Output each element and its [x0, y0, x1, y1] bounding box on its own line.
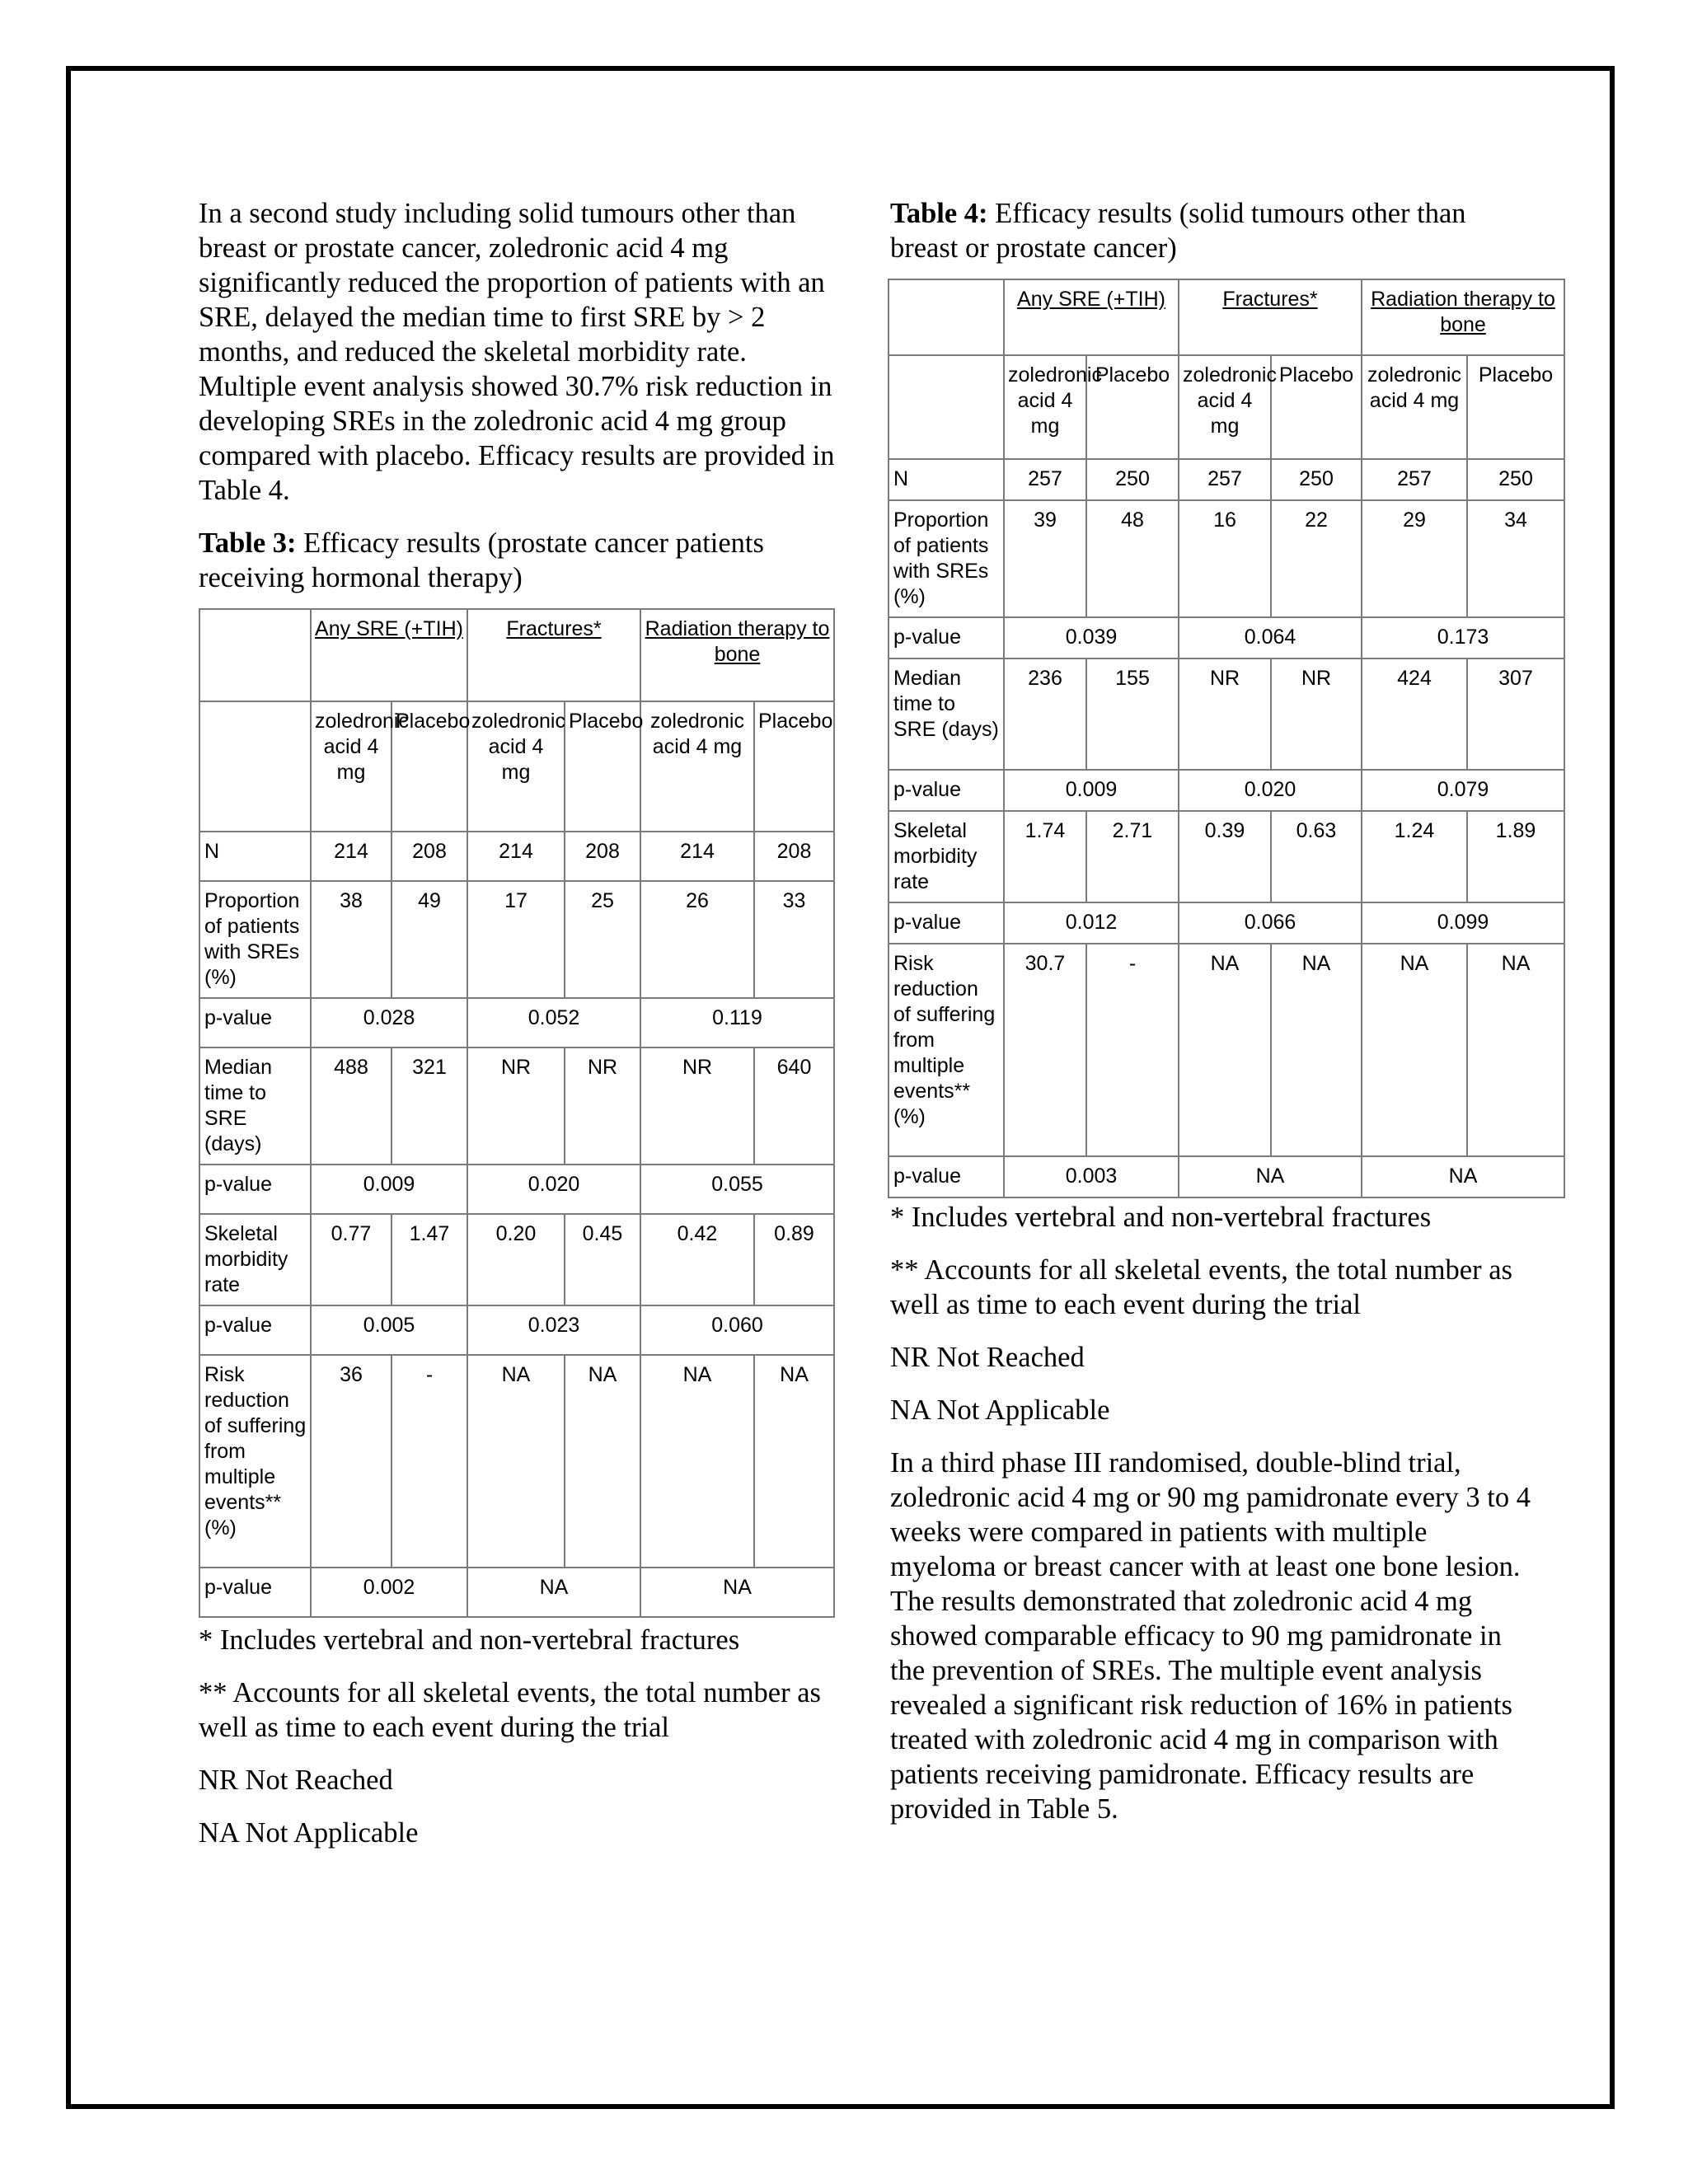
table-cell: - [1086, 944, 1179, 1156]
row-label: Skeletal morbidity rate [889, 811, 1004, 902]
table-cell: 208 [754, 832, 834, 881]
table-row [889, 811, 1564, 902]
group-header: Any SRE (+TIH) [1004, 279, 1179, 355]
table-cell: 0.028 [311, 998, 467, 1047]
sub-header: Placebo [1271, 355, 1362, 459]
row-label: p-value [199, 998, 311, 1047]
sub-header: zoledronic acid 4 mg [640, 701, 754, 832]
table-row [199, 1047, 834, 1165]
table-4-caption [890, 196, 1533, 265]
sub-header: Placebo [392, 701, 467, 832]
table-row [199, 609, 834, 701]
row-label: Median time to SRE (days) [199, 1047, 311, 1165]
table-cell: 488 [311, 1047, 392, 1165]
table-row [199, 1568, 834, 1617]
row-label: Proportion of patients with SREs (%) [199, 881, 311, 998]
table-cell: 0.060 [640, 1305, 834, 1355]
row-label: Median time to SRE (days) [889, 658, 1004, 770]
table-cell: NA [640, 1355, 754, 1568]
table-cell: 0.42 [640, 1214, 754, 1305]
table-row [199, 1214, 834, 1305]
row-label: p-value [889, 770, 1004, 811]
table-row [889, 944, 1564, 1156]
table-cell: 257 [1362, 459, 1467, 500]
table-cell: 640 [754, 1047, 834, 1165]
table-cell: 0.079 [1362, 770, 1564, 811]
row-label: p-value [889, 902, 1004, 944]
footnote-na: NA Not Applicable [890, 1394, 1110, 1426]
sub-header: Placebo [1086, 355, 1179, 459]
group-header: Fractures* [467, 609, 640, 701]
table-cell: NA [754, 1355, 834, 1568]
table-row [889, 500, 1564, 617]
table-cell: 38 [311, 881, 392, 998]
right-column [890, 196, 1555, 1844]
intro-paragraph: In a second study including solid tumours other than breast or prostate cancer, zoledronic acid 4 mg significantly reduced the proportion of patients with an SRE, delayed the median time to first SRE by > 2 months, and reduced the skeletal morbidity rate. Multiple event analysis showed 30.7% risk reduction in developing SREs in the zoledronic acid 4 mg group compared with placebo. Efficacy results are provided in Table 4. [199, 198, 835, 506]
table-cell: NR [640, 1047, 754, 1165]
table-cell: 0.173 [1362, 617, 1564, 658]
group-header: Fractures* [1179, 279, 1362, 355]
row-label: N [199, 832, 311, 881]
footnote-nr: NR Not Reached [890, 1342, 1085, 1373]
row-label: p-value [889, 1156, 1004, 1197]
table-cell: 1.24 [1362, 811, 1467, 902]
group-header: Radiation therapy to bone [640, 609, 834, 701]
table-cell: NR [467, 1047, 565, 1165]
table-cell: NR [565, 1047, 640, 1165]
table-cell: 1.74 [1004, 811, 1086, 902]
table-cell: 0.009 [1004, 770, 1179, 811]
table-cell: 208 [392, 832, 467, 881]
row-label: N [889, 459, 1004, 500]
table-cell: 0.77 [311, 1214, 392, 1305]
table-row [889, 770, 1564, 811]
table-cell: 30.7 [1004, 944, 1086, 1156]
table-row [199, 1305, 834, 1355]
table-cell: 214 [311, 832, 392, 881]
table-cell: 0.039 [1004, 617, 1179, 658]
row-label: p-value [199, 1165, 311, 1214]
table-cell: 16 [1179, 500, 1271, 617]
group-header: Any SRE (+TIH) [311, 609, 467, 701]
table-row [199, 1355, 834, 1568]
row-label: Skeletal morbidity rate [199, 1214, 311, 1305]
table-cell: NA [565, 1355, 640, 1568]
table-cell: 0.002 [311, 1568, 467, 1617]
table-cell: 0.63 [1271, 811, 1362, 902]
table-cell: 0.055 [640, 1165, 834, 1214]
table-cell: 0.119 [640, 998, 834, 1047]
table-cell: 0.066 [1179, 902, 1362, 944]
table-cell: 0.012 [1004, 902, 1179, 944]
table-4-title: Efficacy results (solid tumours other than breast or prostate cancer) [890, 198, 1466, 264]
table-row [889, 279, 1564, 355]
table-cell: 1.47 [392, 1214, 467, 1305]
table-cell: 34 [1467, 500, 1564, 617]
sub-header: Placebo [565, 701, 640, 832]
table-cell: NA [1271, 944, 1362, 1156]
table-cell: NA [467, 1355, 565, 1568]
table-row [889, 617, 1564, 658]
footnote-fractures: * Includes vertebral and non-vertebral fractures [890, 1202, 1432, 1233]
table-cell [889, 279, 1004, 355]
table-cell: 17 [467, 881, 565, 998]
table-cell: 49 [392, 881, 467, 998]
sub-header: zoledronic acid 4 mg [1179, 355, 1271, 459]
table-cell: 0.020 [467, 1165, 640, 1214]
table-cell: 48 [1086, 500, 1179, 617]
table-cell: 39 [1004, 500, 1086, 617]
footnote-nr: NR Not Reached [199, 1765, 393, 1796]
table-cell [199, 701, 311, 832]
table-cell: NA [640, 1568, 834, 1617]
table-row [889, 459, 1564, 500]
table-row [199, 832, 834, 881]
row-label: p-value [199, 1305, 311, 1355]
table-cell: 1.89 [1467, 811, 1564, 902]
table-cell: NA [1179, 944, 1271, 1156]
row-label: Risk reduction of suffering from multiple events** (%) [889, 944, 1004, 1156]
row-label: Proportion of patients with SREs (%) [889, 500, 1004, 617]
table-row [889, 658, 1564, 770]
table-cell: NA [467, 1568, 640, 1617]
table-cell: NA [1179, 1156, 1362, 1197]
row-label: p-value [199, 1568, 311, 1617]
table-row [889, 1156, 1564, 1197]
table-cell [889, 355, 1004, 459]
table-cell: 22 [1271, 500, 1362, 617]
table-row [199, 881, 834, 998]
table-row [889, 355, 1564, 459]
table-cell: 26 [640, 881, 754, 998]
left-column [199, 196, 842, 1868]
table-cell: 0.003 [1004, 1156, 1179, 1197]
sub-header: zoledronic acid 4 mg [1362, 355, 1467, 459]
table-cell [199, 609, 311, 701]
table-cell: 0.064 [1179, 617, 1362, 658]
sub-header: Placebo [1467, 355, 1564, 459]
table-3-caption [199, 526, 842, 595]
table-row [199, 701, 834, 832]
group-header: Radiation therapy to bone [1362, 279, 1564, 355]
table-cell: 29 [1362, 500, 1467, 617]
table-cell: 0.023 [467, 1305, 640, 1355]
table-cell: 214 [467, 832, 565, 881]
row-label: Risk reduction of suffering from multiple events** (%) [199, 1355, 311, 1568]
table-cell: 155 [1086, 658, 1179, 770]
table-3-label: Table 3: [199, 527, 297, 559]
footnote-skeletal-events: ** Accounts for all skeletal events, the total number as well as time to each event during the trial [890, 1254, 1512, 1320]
table-cell: NA [1467, 944, 1564, 1156]
table-cell: 0.020 [1179, 770, 1362, 811]
table-cell: 36 [311, 1355, 392, 1568]
table-cell: 208 [565, 832, 640, 881]
sub-header: zoledronic acid 4 mg [311, 701, 392, 832]
table-cell: 250 [1086, 459, 1179, 500]
footnote-skeletal-events: ** Accounts for all skeletal events, the total number as well as time to each event during the trial [199, 1677, 821, 1743]
table-cell: 0.099 [1362, 902, 1564, 944]
footnote-fractures: * Includes vertebral and non-vertebral fractures [199, 1624, 740, 1656]
table-3 [199, 608, 835, 1618]
table-cell: 250 [1271, 459, 1362, 500]
table-cell: 424 [1362, 658, 1467, 770]
table-cell: 307 [1467, 658, 1564, 770]
sub-header: Placebo [754, 701, 834, 832]
table-cell: 214 [640, 832, 754, 881]
table-cell: 0.20 [467, 1214, 565, 1305]
table-cell: 250 [1467, 459, 1564, 500]
table-4-label: Table 4: [890, 198, 988, 229]
table-cell: NA [1362, 1156, 1564, 1197]
footnote-na: NA Not Applicable [199, 1817, 419, 1849]
table-cell: 33 [754, 881, 834, 998]
table-cell: NR [1271, 658, 1362, 770]
table-3-title: Efficacy results (prostate cancer patients receiving hormonal therapy) [199, 527, 764, 593]
table-cell: NA [1362, 944, 1467, 1156]
sub-header: zoledronic acid 4 mg [467, 701, 565, 832]
table-cell: 0.45 [565, 1214, 640, 1305]
table-cell: 0.005 [311, 1305, 467, 1355]
table-cell: - [392, 1355, 467, 1568]
table-cell: NR [1179, 658, 1271, 770]
table-cell: 321 [392, 1047, 467, 1165]
table-cell: 2.71 [1086, 811, 1179, 902]
table-row [199, 998, 834, 1047]
table-cell: 257 [1004, 459, 1086, 500]
table-cell: 0.39 [1179, 811, 1271, 902]
table-row [889, 902, 1564, 944]
table-4 [888, 279, 1565, 1198]
outro-paragraph: In a third phase III randomised, double-blind trial, zoledronic acid 4 mg or 90 mg pamidronate every 3 to 4 weeks were compared in patients with multiple myeloma or breast cancer with at least one bone lesion. The results demonstrated that zoledronic acid 4 mg showed comparable efficacy to 90 mg pamidronate in the prevention of SREs. The multiple event analysis revealed a significant risk reduction of 16% in patients treated with zoledronic acid 4 mg in comparison with patients receiving pamidronate. Efficacy results are provided in Table 5. [890, 1447, 1531, 1825]
table-3-notes [199, 1623, 842, 1850]
table-cell: 257 [1179, 459, 1271, 500]
table-cell: 25 [565, 881, 640, 998]
sub-header: zoledronic acid 4 mg [1004, 355, 1086, 459]
table-cell: 0.009 [311, 1165, 467, 1214]
table-cell: 0.052 [467, 998, 640, 1047]
row-label: p-value [889, 617, 1004, 658]
table-4-notes [890, 1200, 1533, 1826]
table-cell: 236 [1004, 658, 1086, 770]
table-row [199, 1165, 834, 1214]
table-cell: 0.89 [754, 1214, 834, 1305]
